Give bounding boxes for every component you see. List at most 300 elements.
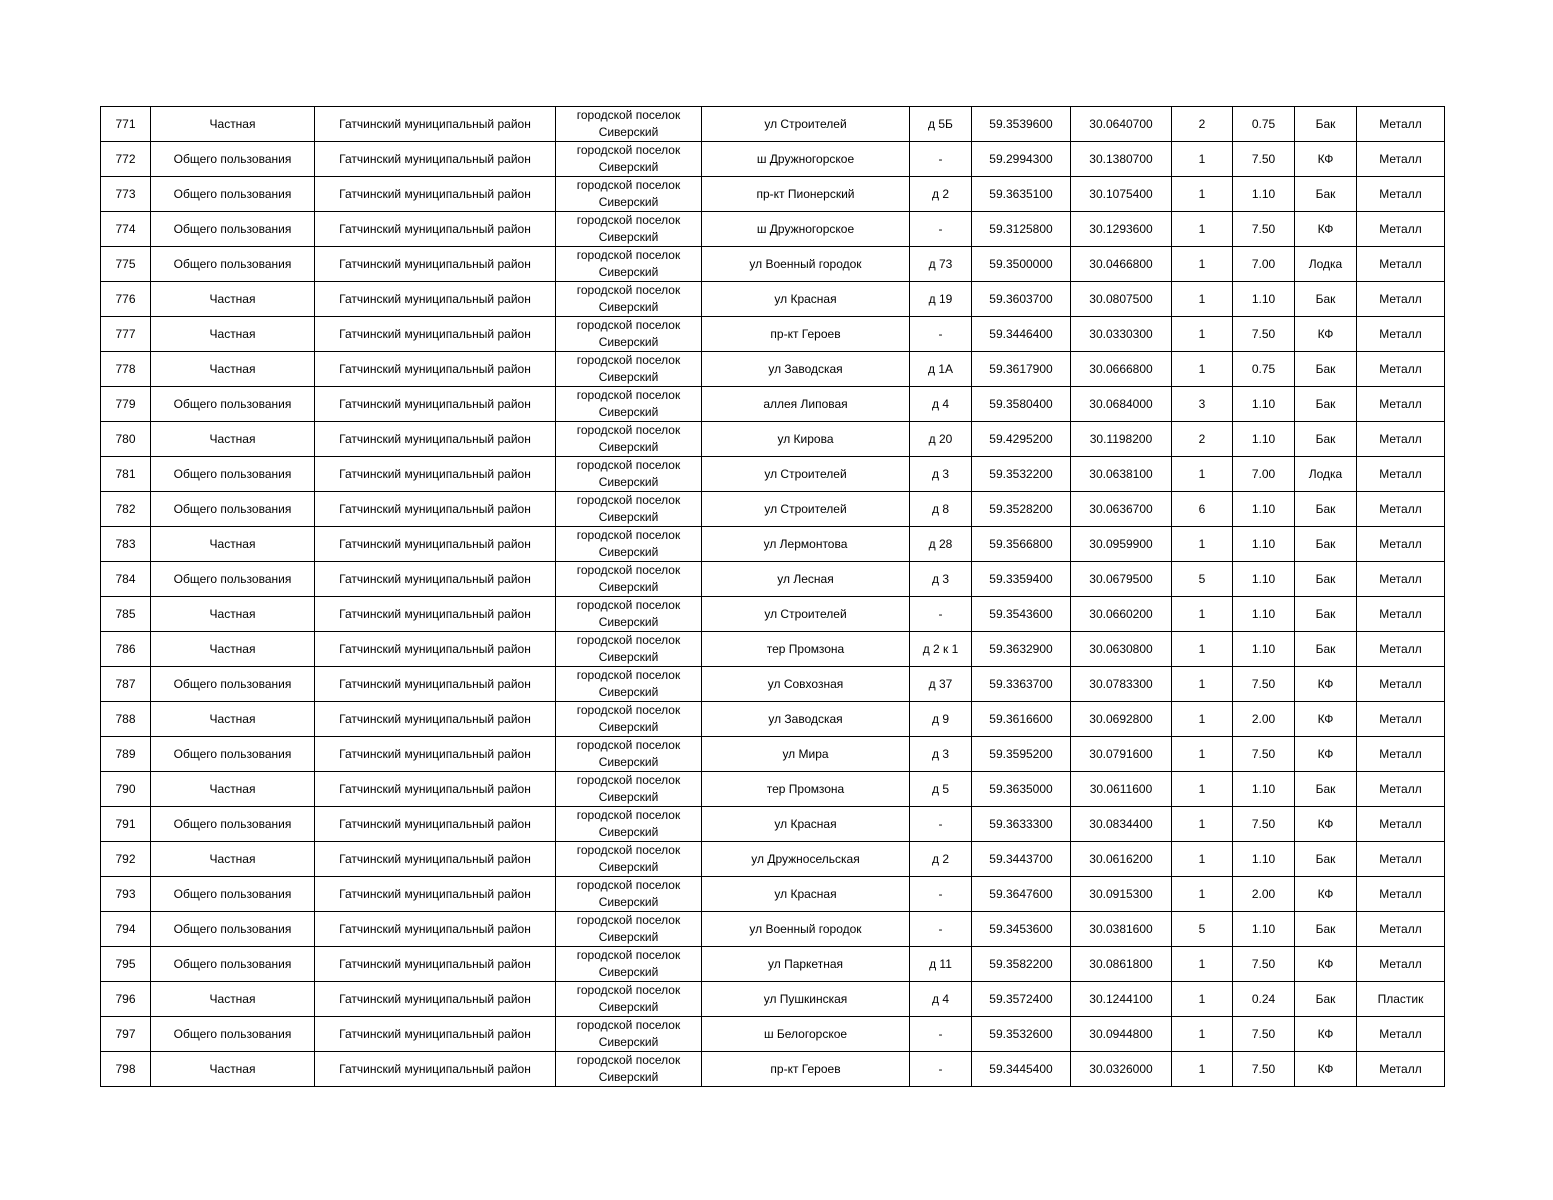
container-count-cell: 1 — [1172, 177, 1233, 212]
house-cell: - — [910, 1017, 972, 1052]
longitude-cell: 30.0326000 — [1071, 1052, 1172, 1087]
container-type-cell: Бак — [1295, 352, 1357, 387]
container-count-cell: 5 — [1172, 912, 1233, 947]
container-type-cell: КФ — [1295, 807, 1357, 842]
container-count-cell: 1 — [1172, 142, 1233, 177]
container-type-cell: КФ — [1295, 142, 1357, 177]
container-volume-cell: 7.50 — [1233, 737, 1295, 772]
longitude-cell: 30.0636700 — [1071, 492, 1172, 527]
settlement-name: Сиверский — [598, 160, 659, 174]
settlement-type: городской поселок — [576, 178, 681, 192]
settlement-cell — [556, 982, 702, 1017]
row-number-cell: 780 — [101, 422, 151, 457]
settlement-type: городской поселок — [576, 738, 681, 752]
settlement-type: городской поселок — [576, 528, 681, 542]
container-material-cell: Металл — [1357, 142, 1445, 177]
district-cell: Гатчинский муниципальный район — [315, 667, 556, 702]
row-number-cell: 786 — [101, 632, 151, 667]
settlement-name: Сиверский — [598, 1035, 659, 1049]
settlement-name: Сиверский — [598, 755, 659, 769]
longitude-cell: 30.0834400 — [1071, 807, 1172, 842]
row-number-cell: 785 — [101, 597, 151, 632]
container-material-cell: Металл — [1357, 842, 1445, 877]
longitude-cell: 30.0630800 — [1071, 632, 1172, 667]
longitude-cell: 30.0807500 — [1071, 282, 1172, 317]
house-cell: д 3 — [910, 457, 972, 492]
container-volume-cell: 7.50 — [1233, 212, 1295, 247]
settlement-cell — [556, 177, 702, 212]
latitude-cell: 59.2994300 — [972, 142, 1071, 177]
table-row — [101, 947, 1445, 982]
street-cell: тер Промзона — [702, 772, 910, 807]
street-cell: ул Строителей — [702, 107, 910, 142]
table-row — [101, 527, 1445, 562]
ownership-cell: Общего пользования — [151, 737, 315, 772]
container-material-cell: Металл — [1357, 282, 1445, 317]
table-row — [101, 387, 1445, 422]
container-sites-table — [100, 106, 1445, 1087]
latitude-cell: 59.3632900 — [972, 632, 1071, 667]
row-number-cell: 790 — [101, 772, 151, 807]
container-material-cell: Металл — [1357, 912, 1445, 947]
house-cell: д 19 — [910, 282, 972, 317]
container-type-cell: Бак — [1295, 982, 1357, 1017]
street-cell: пр-кт Пионерский — [702, 177, 910, 212]
container-volume-cell: 1.10 — [1233, 527, 1295, 562]
street-cell: ш Дружногорское — [702, 212, 910, 247]
latitude-cell: 59.3566800 — [972, 527, 1071, 562]
ownership-cell: Общего пользования — [151, 177, 315, 212]
container-count-cell: 1 — [1172, 597, 1233, 632]
longitude-cell: 30.0666800 — [1071, 352, 1172, 387]
longitude-cell: 30.0660200 — [1071, 597, 1172, 632]
district-cell: Гатчинский муниципальный район — [315, 527, 556, 562]
latitude-cell: 59.3582200 — [972, 947, 1071, 982]
container-count-cell: 1 — [1172, 772, 1233, 807]
latitude-cell: 59.3363700 — [972, 667, 1071, 702]
container-type-cell: Бак — [1295, 177, 1357, 212]
settlement-cell — [556, 807, 702, 842]
container-count-cell: 1 — [1172, 982, 1233, 1017]
settlement-type: городской поселок — [576, 1018, 681, 1032]
latitude-cell: 59.3359400 — [972, 562, 1071, 597]
settlement-name: Сиверский — [598, 475, 659, 489]
container-volume-cell: 0.75 — [1233, 352, 1295, 387]
house-cell: д 5 — [910, 772, 972, 807]
container-volume-cell: 1.10 — [1233, 177, 1295, 212]
ownership-cell: Общего пользования — [151, 387, 315, 422]
container-count-cell: 1 — [1172, 632, 1233, 667]
container-count-cell: 1 — [1172, 1017, 1233, 1052]
street-cell: ул Строителей — [702, 492, 910, 527]
table-row — [101, 562, 1445, 597]
row-number-cell: 787 — [101, 667, 151, 702]
table-row — [101, 667, 1445, 702]
container-volume-cell: 1.10 — [1233, 492, 1295, 527]
settlement-cell — [556, 247, 702, 282]
table-row — [101, 912, 1445, 947]
settlement-type: городской поселок — [576, 388, 681, 402]
ownership-cell: Общего пользования — [151, 947, 315, 982]
settlement-type: городской поселок — [576, 598, 681, 612]
district-cell: Гатчинский муниципальный район — [315, 177, 556, 212]
district-cell: Гатчинский муниципальный район — [315, 107, 556, 142]
latitude-cell: 59.3445400 — [972, 1052, 1071, 1087]
street-cell: пр-кт Героев — [702, 1052, 910, 1087]
district-cell: Гатчинский муниципальный район — [315, 1052, 556, 1087]
settlement-name: Сиверский — [598, 195, 659, 209]
row-number-cell: 788 — [101, 702, 151, 737]
district-cell: Гатчинский муниципальный район — [315, 422, 556, 457]
row-number-cell: 789 — [101, 737, 151, 772]
latitude-cell: 59.3443700 — [972, 842, 1071, 877]
settlement-cell — [556, 1017, 702, 1052]
settlement-cell — [556, 527, 702, 562]
latitude-cell: 59.3528200 — [972, 492, 1071, 527]
latitude-cell: 59.3532600 — [972, 1017, 1071, 1052]
settlement-cell — [556, 457, 702, 492]
row-number-cell: 796 — [101, 982, 151, 1017]
settlement-name: Сиверский — [598, 125, 659, 139]
settlement-name: Сиверский — [598, 510, 659, 524]
container-type-cell: Бак — [1295, 842, 1357, 877]
house-cell: д 37 — [910, 667, 972, 702]
ownership-cell: Частная — [151, 317, 315, 352]
container-count-cell: 1 — [1172, 317, 1233, 352]
table-row — [101, 142, 1445, 177]
row-number-cell: 771 — [101, 107, 151, 142]
house-cell: - — [910, 212, 972, 247]
settlement-cell — [556, 1052, 702, 1087]
settlement-name: Сиверский — [598, 615, 659, 629]
settlement-type: городской поселок — [576, 948, 681, 962]
street-cell: аллея Липовая — [702, 387, 910, 422]
container-type-cell: Бак — [1295, 422, 1357, 457]
house-cell: - — [910, 912, 972, 947]
settlement-cell — [556, 702, 702, 737]
settlement-cell — [556, 212, 702, 247]
container-type-cell: КФ — [1295, 667, 1357, 702]
settlement-type: городской поселок — [576, 563, 681, 577]
district-cell: Гатчинский муниципальный район — [315, 1017, 556, 1052]
ownership-cell: Частная — [151, 352, 315, 387]
table-row — [101, 1017, 1445, 1052]
container-volume-cell: 1.10 — [1233, 597, 1295, 632]
container-material-cell: Металл — [1357, 597, 1445, 632]
container-type-cell: Бак — [1295, 772, 1357, 807]
container-type-cell: Бак — [1295, 527, 1357, 562]
container-material-cell: Металл — [1357, 632, 1445, 667]
street-cell: ул Лермонтова — [702, 527, 910, 562]
container-count-cell: 1 — [1172, 1052, 1233, 1087]
container-type-cell: КФ — [1295, 212, 1357, 247]
container-count-cell: 1 — [1172, 247, 1233, 282]
street-cell: ул Строителей — [702, 597, 910, 632]
container-count-cell: 1 — [1172, 807, 1233, 842]
district-cell: Гатчинский муниципальный район — [315, 912, 556, 947]
district-cell: Гатчинский муниципальный район — [315, 772, 556, 807]
container-material-cell: Металл — [1357, 807, 1445, 842]
container-volume-cell: 7.00 — [1233, 457, 1295, 492]
house-cell: д 73 — [910, 247, 972, 282]
settlement-cell — [556, 877, 702, 912]
container-material-cell: Пластик — [1357, 982, 1445, 1017]
district-cell: Гатчинский муниципальный район — [315, 142, 556, 177]
longitude-cell: 30.1244100 — [1071, 982, 1172, 1017]
latitude-cell: 59.3616600 — [972, 702, 1071, 737]
longitude-cell: 30.0692800 — [1071, 702, 1172, 737]
settlement-type: городской поселок — [576, 283, 681, 297]
container-volume-cell: 1.10 — [1233, 912, 1295, 947]
latitude-cell: 59.3635000 — [972, 772, 1071, 807]
settlement-type: городской поселок — [576, 773, 681, 787]
container-material-cell: Металл — [1357, 1017, 1445, 1052]
ownership-cell: Общего пользования — [151, 807, 315, 842]
house-cell: д 9 — [910, 702, 972, 737]
longitude-cell: 30.0915300 — [1071, 877, 1172, 912]
settlement-type: городской поселок — [576, 108, 681, 122]
longitude-cell: 30.0638100 — [1071, 457, 1172, 492]
row-number-cell: 784 — [101, 562, 151, 597]
settlement-cell — [556, 632, 702, 667]
settlement-type: городской поселок — [576, 458, 681, 472]
container-type-cell: Бак — [1295, 562, 1357, 597]
house-cell: д 8 — [910, 492, 972, 527]
container-material-cell: Металл — [1357, 1052, 1445, 1087]
table-row — [101, 107, 1445, 142]
longitude-cell: 30.0679500 — [1071, 562, 1172, 597]
container-type-cell: КФ — [1295, 702, 1357, 737]
container-type-cell: КФ — [1295, 317, 1357, 352]
table-row — [101, 247, 1445, 282]
container-count-cell: 1 — [1172, 282, 1233, 317]
house-cell: д 2 — [910, 177, 972, 212]
longitude-cell: 30.0611600 — [1071, 772, 1172, 807]
ownership-cell: Общего пользования — [151, 457, 315, 492]
street-cell: ул Красная — [702, 807, 910, 842]
table-row — [101, 597, 1445, 632]
container-type-cell: Бак — [1295, 632, 1357, 667]
street-cell: ул Пушкинская — [702, 982, 910, 1017]
table-row — [101, 702, 1445, 737]
ownership-cell: Общего пользования — [151, 1017, 315, 1052]
house-cell: д 28 — [910, 527, 972, 562]
district-cell: Гатчинский муниципальный район — [315, 212, 556, 247]
settlement-name: Сиверский — [598, 790, 659, 804]
ownership-cell: Частная — [151, 282, 315, 317]
latitude-cell: 59.3125800 — [972, 212, 1071, 247]
longitude-cell: 30.0640700 — [1071, 107, 1172, 142]
row-number-cell: 794 — [101, 912, 151, 947]
settlement-name: Сиверский — [598, 545, 659, 559]
table-row — [101, 317, 1445, 352]
settlement-type: городской поселок — [576, 318, 681, 332]
container-count-cell: 2 — [1172, 107, 1233, 142]
ownership-cell: Частная — [151, 982, 315, 1017]
longitude-cell: 30.0959900 — [1071, 527, 1172, 562]
settlement-cell — [556, 142, 702, 177]
container-material-cell: Металл — [1357, 772, 1445, 807]
row-number-cell: 783 — [101, 527, 151, 562]
street-cell: ул Мира — [702, 737, 910, 772]
container-count-cell: 1 — [1172, 877, 1233, 912]
settlement-type: городской поселок — [576, 213, 681, 227]
latitude-cell: 59.3580400 — [972, 387, 1071, 422]
table-row — [101, 282, 1445, 317]
ownership-cell: Частная — [151, 842, 315, 877]
container-material-cell: Металл — [1357, 702, 1445, 737]
settlement-type: городской поселок — [576, 843, 681, 857]
container-count-cell: 6 — [1172, 492, 1233, 527]
row-number-cell: 773 — [101, 177, 151, 212]
latitude-cell: 59.3647600 — [972, 877, 1071, 912]
container-volume-cell: 2.00 — [1233, 877, 1295, 912]
house-cell: д 5Б — [910, 107, 972, 142]
settlement-name: Сиверский — [598, 685, 659, 699]
settlement-type: городской поселок — [576, 878, 681, 892]
settlement-name: Сиверский — [598, 895, 659, 909]
longitude-cell: 30.0466800 — [1071, 247, 1172, 282]
row-number-cell: 782 — [101, 492, 151, 527]
settlement-cell — [556, 562, 702, 597]
district-cell: Гатчинский муниципальный район — [315, 702, 556, 737]
street-cell: пр-кт Героев — [702, 317, 910, 352]
container-volume-cell: 1.10 — [1233, 282, 1295, 317]
ownership-cell: Частная — [151, 107, 315, 142]
settlement-type: городской поселок — [576, 493, 681, 507]
container-type-cell: КФ — [1295, 737, 1357, 772]
house-cell: д 3 — [910, 737, 972, 772]
ownership-cell: Общего пользования — [151, 142, 315, 177]
container-volume-cell: 7.50 — [1233, 1017, 1295, 1052]
container-material-cell: Металл — [1357, 492, 1445, 527]
container-type-cell: Бак — [1295, 387, 1357, 422]
table-row — [101, 737, 1445, 772]
house-cell: д 11 — [910, 947, 972, 982]
street-cell: ул Кирова — [702, 422, 910, 457]
row-number-cell: 776 — [101, 282, 151, 317]
district-cell: Гатчинский муниципальный район — [315, 877, 556, 912]
district-cell: Гатчинский муниципальный район — [315, 632, 556, 667]
district-cell: Гатчинский муниципальный район — [315, 807, 556, 842]
settlement-type: городской поселок — [576, 808, 681, 822]
latitude-cell: 59.3572400 — [972, 982, 1071, 1017]
container-volume-cell: 0.75 — [1233, 107, 1295, 142]
container-type-cell: КФ — [1295, 1052, 1357, 1087]
container-material-cell: Металл — [1357, 457, 1445, 492]
street-cell: тер Промзона — [702, 632, 910, 667]
ownership-cell: Частная — [151, 527, 315, 562]
container-volume-cell: 7.50 — [1233, 947, 1295, 982]
street-cell: ул Красная — [702, 877, 910, 912]
row-number-cell: 791 — [101, 807, 151, 842]
container-volume-cell: 1.10 — [1233, 562, 1295, 597]
container-count-cell: 1 — [1172, 947, 1233, 982]
table-row — [101, 1052, 1445, 1087]
latitude-cell: 59.3500000 — [972, 247, 1071, 282]
settlement-type: городской поселок — [576, 1053, 681, 1067]
house-cell: д 2 к 1 — [910, 632, 972, 667]
table-body — [101, 107, 1445, 1087]
latitude-cell: 59.3532200 — [972, 457, 1071, 492]
container-material-cell: Металл — [1357, 177, 1445, 212]
container-count-cell: 1 — [1172, 667, 1233, 702]
container-material-cell: Металл — [1357, 947, 1445, 982]
container-count-cell: 1 — [1172, 352, 1233, 387]
street-cell: ул Заводская — [702, 352, 910, 387]
row-number-cell: 792 — [101, 842, 151, 877]
container-type-cell: Бак — [1295, 107, 1357, 142]
latitude-cell: 59.3633300 — [972, 807, 1071, 842]
row-number-cell: 781 — [101, 457, 151, 492]
row-number-cell: 797 — [101, 1017, 151, 1052]
longitude-cell: 30.0791600 — [1071, 737, 1172, 772]
house-cell: д 20 — [910, 422, 972, 457]
row-number-cell: 779 — [101, 387, 151, 422]
settlement-type: городской поселок — [576, 423, 681, 437]
house-cell: - — [910, 877, 972, 912]
longitude-cell: 30.0616200 — [1071, 842, 1172, 877]
settlement-cell — [556, 422, 702, 457]
ownership-cell: Общего пользования — [151, 667, 315, 702]
longitude-cell: 30.1075400 — [1071, 177, 1172, 212]
container-volume-cell: 1.10 — [1233, 632, 1295, 667]
table-row — [101, 212, 1445, 247]
container-volume-cell: 1.10 — [1233, 772, 1295, 807]
ownership-cell: Частная — [151, 422, 315, 457]
container-volume-cell: 1.10 — [1233, 842, 1295, 877]
row-number-cell: 795 — [101, 947, 151, 982]
settlement-name: Сиверский — [598, 965, 659, 979]
ownership-cell: Частная — [151, 632, 315, 667]
house-cell: д 4 — [910, 387, 972, 422]
table-row — [101, 807, 1445, 842]
street-cell: ул Паркетная — [702, 947, 910, 982]
container-material-cell: Металл — [1357, 667, 1445, 702]
container-volume-cell: 7.00 — [1233, 247, 1295, 282]
settlement-cell — [556, 282, 702, 317]
settlement-name: Сиверский — [598, 440, 659, 454]
container-material-cell: Металл — [1357, 212, 1445, 247]
container-count-cell: 2 — [1172, 422, 1233, 457]
street-cell: ул Совхозная — [702, 667, 910, 702]
settlement-cell — [556, 317, 702, 352]
ownership-cell: Частная — [151, 772, 315, 807]
longitude-cell: 30.0684000 — [1071, 387, 1172, 422]
ownership-cell: Частная — [151, 702, 315, 737]
table-row — [101, 772, 1445, 807]
settlement-type: городской поселок — [576, 248, 681, 262]
street-cell: ул Заводская — [702, 702, 910, 737]
ownership-cell: Общего пользования — [151, 492, 315, 527]
district-cell: Гатчинский муниципальный район — [315, 562, 556, 597]
settlement-name: Сиверский — [598, 860, 659, 874]
container-material-cell: Металл — [1357, 877, 1445, 912]
district-cell: Гатчинский муниципальный район — [315, 317, 556, 352]
ownership-cell: Частная — [151, 1052, 315, 1087]
latitude-cell: 59.3617900 — [972, 352, 1071, 387]
container-count-cell: 1 — [1172, 212, 1233, 247]
container-count-cell: 1 — [1172, 527, 1233, 562]
settlement-cell — [556, 667, 702, 702]
longitude-cell: 30.1198200 — [1071, 422, 1172, 457]
settlement-cell — [556, 947, 702, 982]
latitude-cell: 59.3595200 — [972, 737, 1071, 772]
longitude-cell: 30.0330300 — [1071, 317, 1172, 352]
table-row — [101, 632, 1445, 667]
house-cell: д 2 — [910, 842, 972, 877]
container-volume-cell: 7.50 — [1233, 1052, 1295, 1087]
